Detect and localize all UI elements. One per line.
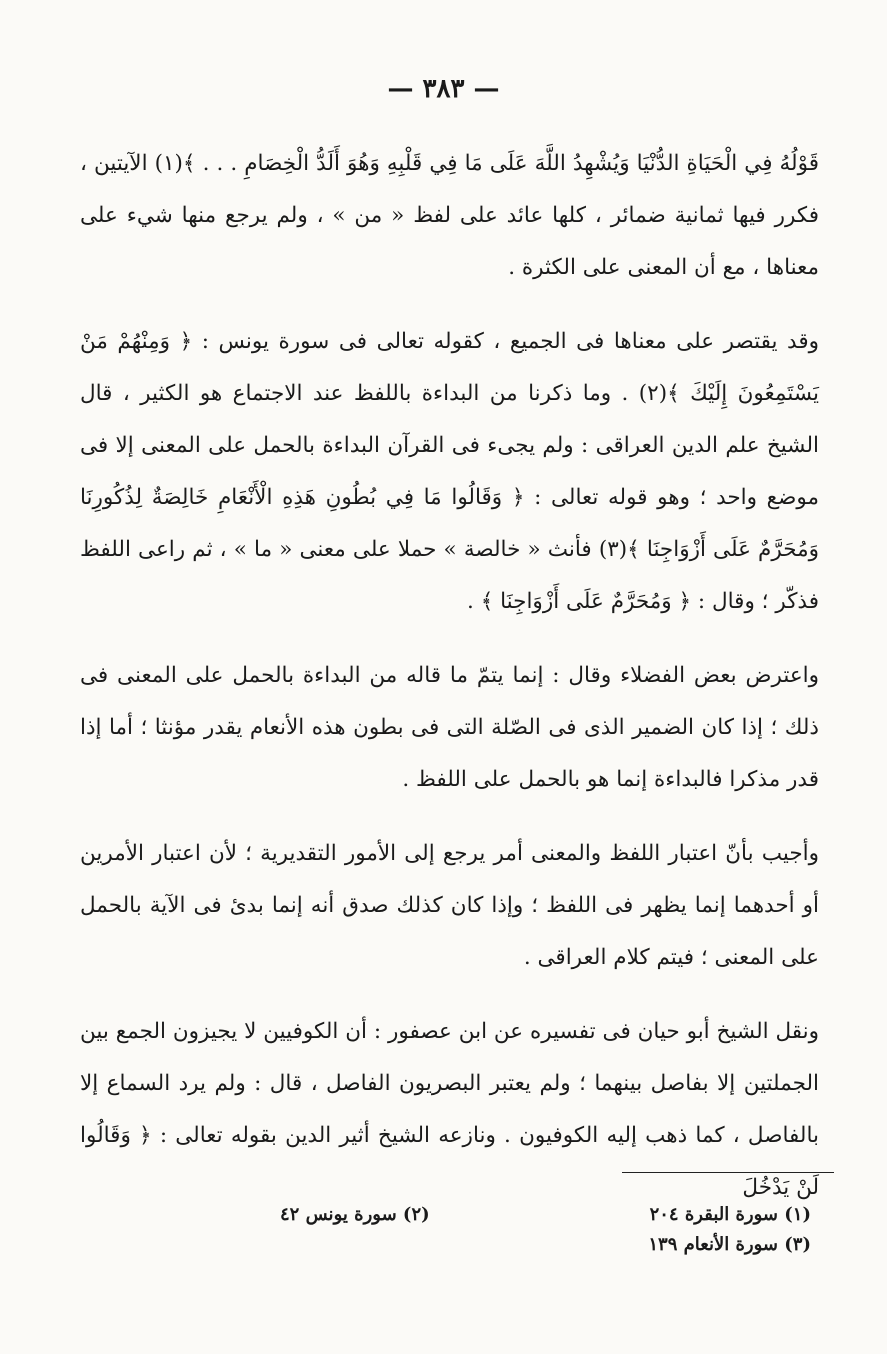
- paragraph-1: قَوْلُهُ فِي الْحَيَاةِ الدُّنْيَا وَيُشْهِدُ اللَّهَ عَلَى مَا فِي قَلْبِهِ وَهُوَ أَلَدُّ الْخِصَامِ . . . ﴾(١) الآيتين ، فكرر فيها ثمانية ضمائر ، كلها عائد على لفظ « من » ، ولم يرجع منها شيء على معناها ، مع أن المعنى على الكثرة .: [80, 151, 819, 280]
- footnote-row-2: [280, 1230, 811, 1260]
- footnote-row-1: [280, 1200, 811, 1230]
- paragraph-4: وأجيب بأنّ اعتبار اللفظ والمعنى أمر يرجع إلى الأمور التقديرية ؛ لأن اعتبار الأمرين أو أحدهما إنما يظهر فى اللفظ ؛ وإذا كان كذلك صدق أنه إنما بدئ فى الآية بالحمل على المعنى ؛ فيتم كلام العراقى .: [80, 841, 819, 970]
- paragraph-3: واعترض بعض الفضلاء وقال : إنما يتمّ ما قاله من البداءة بالحمل على المعنى فى ذلك ؛ إذا كان الضمير الذى فى الصّلة التى فى بطون هذه الأنعام يقدر مؤنثا ؛ أما إذا قدر مذكرا فالبداءة إنما هو بالحمل على اللفظ .: [80, 663, 819, 792]
- footnote-divider: [622, 1172, 834, 1173]
- footnote-2: (٢) سورة يونس ٤٢: [280, 1204, 430, 1225]
- footnote-3: (٣) سورة الأنعام ١٣٩: [648, 1234, 811, 1255]
- text-body: [80, 138, 819, 1214]
- footnote-1: (١) سورة البقرة ٢٠٤: [649, 1204, 811, 1225]
- page-number: — ٣٨٣ —: [387, 74, 500, 104]
- paragraph-2: وقد يقتصر على معناها فى الجميع ، كقوله تعالى فى سورة يونس : ﴿ وَمِنْهُمْ مَنْ يَسْتَمِعُونَ إِلَيْكَ ﴾(٢) . وما ذكرنا من البداءة باللفظ عند الاجتماع هو الكثير ، قال الشيخ علم الدين العراقى : ولم يجىء فى القرآن البداءة بالحمل على المعنى إلا فى موضع واحد ؛ وهو قوله تعالى : ﴿ وَقَالُوا مَا فِي بُطُونِ هَذِهِ الْأَنْعَامِ خَالِصَةٌ لِذُكُورِنَا وَمُحَرَّمٌ عَلَى أَزْوَاجِنَا ﴾(٣) فأنث « خالصة » حملا على معنى « ما » ، ثم راعى اللفظ فذكّر ؛ وقال : ﴿ وَمُحَرَّمٌ عَلَى أَزْوَاجِنَا ﴾ .: [80, 329, 819, 614]
- paragraph-5: ونقل الشيخ أبو حيان فى تفسيره عن ابن عصفور : أن الكوفيين لا يجيزون الجمع بين الجملتين إلا بفاصل بينهما ؛ ولم يعتبر البصريون الفاصل ، قال : ولم يرد السماع إلا بالفاصل ، كما ذهب إليه الكوفيون . ونازعه الشيخ أثير الدين بقوله تعالى : ﴿ وَقَالُوا لَنْ يَدْخُلَ: [80, 1019, 820, 1200]
- footnotes: [280, 1200, 811, 1260]
